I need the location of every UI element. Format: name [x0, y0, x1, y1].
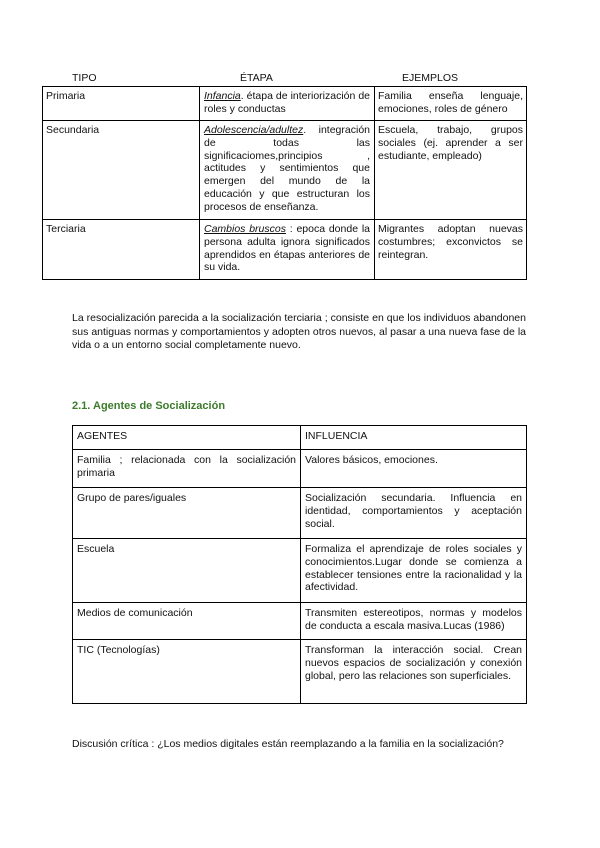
table-row	[73, 450, 527, 488]
socialization-types-table	[42, 86, 527, 280]
header-influencia: INFLUENCIA	[301, 426, 527, 450]
agente-cell: Grupo de pares/iguales	[73, 488, 301, 539]
table1-header-ejemplos: EJEMPLOS	[402, 72, 459, 84]
table1-header-etapa: ÉTAPA	[240, 72, 273, 84]
table1-header-row	[42, 72, 526, 86]
etapa-term: Adolescencia/adultez	[204, 124, 304, 136]
header-agentes: AGENTES	[73, 426, 301, 450]
influencia-cell: Valores básicos, emociones.	[301, 450, 527, 488]
influencia-cell: Socialización secundaria. Influencia en identidad, comportamientos y aceptación social.	[301, 488, 527, 539]
etapa-cell	[200, 121, 375, 220]
table-row	[43, 121, 527, 220]
etapa-cell	[200, 220, 375, 280]
table-row	[43, 220, 527, 280]
discussion-question: Discusión crítica : ¿Los medios digitales están reemplazando a la familia en la socialización?	[72, 738, 504, 750]
agente-cell: Escuela	[73, 539, 301, 603]
etapa-text: : epoca donde la persona adulta ignora significados aprendidos en étapas anteriores de su vida.	[204, 223, 370, 274]
ejemplos-cell: Migrantes adoptan nuevas costumbres; exconvictos se reintegran.	[375, 220, 527, 280]
etapa-term: Infancia	[204, 90, 241, 102]
etapa-text: . étapa de interiorización de roles y conductas	[204, 90, 370, 115]
influencia-cell: Formaliza el aprendizaje de roles sociales y conocimientos.Lugar donde se comienza a establecer tensiones entre la racionalidad y la afectividad.	[301, 539, 527, 603]
etapa-term: Cambios bruscos	[204, 223, 286, 235]
influencia-cell: Transmiten estereotipos, normas y modelos de conducta a escala masiva.Lucas (1986)	[301, 603, 527, 640]
agents-table	[72, 425, 527, 704]
agente-cell: Familia ; relacionada con la socialización primaria	[73, 450, 301, 488]
influencia-cell: Transforman la interacción social. Crean nuevos espacios de socialización y conexión global, pero las relaciones son superficiales.	[301, 640, 527, 704]
table-row	[43, 87, 527, 121]
resocialization-paragraph: La resocialización parecida a la socialización terciaria ; consiste en que los individuos abandonen sus antiguas normas y comportamientos y adopten otros nuevos, al pasar a una nueva fase de la vida o a un entorno social completamente nuevo.	[72, 312, 526, 351]
table1-header-tipo: TIPO	[72, 72, 97, 84]
table-row	[73, 539, 527, 603]
tipo-cell: Secundaria	[43, 121, 200, 220]
ejemplos-cell: Familia enseña lenguaje, emociones, roles de género	[375, 87, 527, 121]
table-row	[73, 603, 527, 640]
ejemplos-cell: Escuela, trabajo, grupos sociales (ej. aprender a ser estudiante, empleado)	[375, 121, 527, 220]
table-row	[73, 488, 527, 539]
tipo-cell: Primaria	[43, 87, 200, 121]
section-title: 2.1. Agentes de Socialización	[72, 400, 226, 412]
tipo-cell: Terciaria	[43, 220, 200, 280]
etapa-cell	[200, 87, 375, 121]
agente-cell: TIC (Tecnologías)	[73, 640, 301, 704]
table-row	[73, 640, 527, 704]
table-header-row	[73, 426, 527, 450]
etapa-text: . integración de todas las significaciomes,principios , actitudes y sentimientos que emergen del mundo de la educación y que estructuran los procesos de enseñanza.	[204, 124, 370, 213]
agente-cell: Medios de comunicación	[73, 603, 301, 640]
